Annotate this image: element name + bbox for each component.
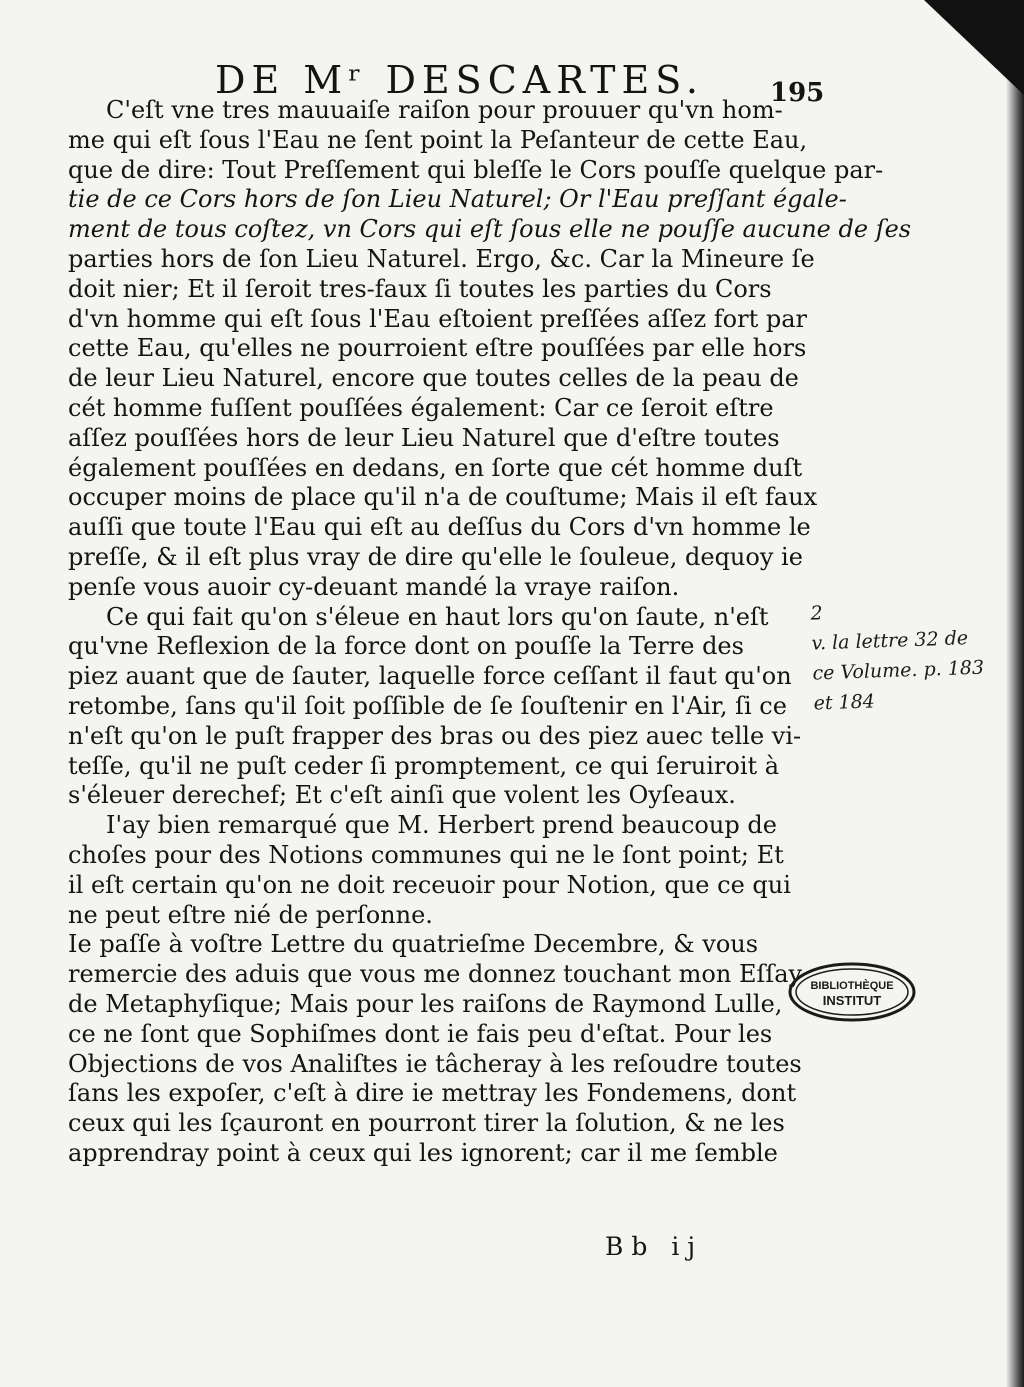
margin-note-line: v. la lettre 32 de: [811, 627, 969, 655]
text-line: également pouſſées en dedans, en ſorte que cét homme duſt: [68, 453, 803, 482]
text-line: il eſt certain qu'on ne doit receuoir pour Notion, que ce qui: [68, 870, 791, 899]
running-title: DE Mʳ DESCARTES.: [215, 58, 705, 102]
margin-note-line: 2: [810, 602, 823, 625]
text-line: Objections de vos Analiſtes ie tâcheray à les reſoudre toutes: [68, 1049, 802, 1078]
text-line: Ie paſſe à voſtre Lettre du quatrieſme Decembre, & vous: [68, 930, 759, 959]
library-stamp: [786, 958, 918, 1026]
text-line: doit nier; Et il ſeroit tres-faux ſi toutes les parties du Cors: [68, 274, 772, 303]
text-line: C'eſt vne tres mauuaiſe raiſon pour prouuer qu'vn hom-: [106, 96, 783, 124]
stamp-line-1: BIBLIOTHÈQUE: [810, 980, 894, 992]
text-line: ce ne ſont que Sophiſmes dont ie fais peu d'eſtat. Pour les: [68, 1019, 773, 1048]
text-line: ne peut eſtre nié de perſonne.: [68, 900, 433, 929]
text-line: tie de ce Cors hors de ſon Lieu Naturel; Or l'Eau preſſant égale-: [68, 185, 847, 214]
text-line: cette Eau, qu'elles ne pourroient eſtre pouſſées par elle hors: [68, 334, 807, 363]
text-line: ment de tous coſtez, vn Cors qui eſt ſous elle ne pouſſe aucune de ſes: [68, 215, 912, 244]
text-line: de leur Lieu Naturel, encore que toutes celles de la peau de: [68, 364, 799, 393]
text-line: s'éleuer derechef; Et c'eſt ainſi que volent les Oyſeaux.: [68, 781, 736, 810]
library-stamp-seal: [786, 958, 918, 1026]
text-line: ſans les expoſer, c'eſt à dire ie mettray les Fondemens, dont: [68, 1079, 797, 1108]
text-line: d'vn homme qui eſt ſous l'Eau eſtoient preſſées aſſez fort par: [68, 304, 807, 333]
text-line: cét homme fuſſent pouſſées également: Car ce ſeroit eſtre: [68, 393, 774, 422]
text-line: auſſi que toute l'Eau qui eſt au deſſus du Cors d'vn homme le: [68, 513, 811, 542]
text-line: ceux qui les ſçauront en pourront tirer la ſolution, & ne les: [68, 1109, 785, 1138]
text-line: n'eſt qu'on le puſt frapper des bras ou des piez auec telle vi-: [68, 721, 802, 750]
text-line: qu'vne Reflexion de la force dont on pouſſe la Terre des: [68, 632, 744, 661]
page-corner-shadow: [854, 0, 1024, 95]
text-line: de Metaphyſique; Mais pour les raiſons de Raymond Lulle,: [68, 989, 783, 1018]
text-line: choſes pour des Notions communes qui ne le ſont point; Et: [68, 840, 784, 869]
text-line: teſſe, qu'il ne puſt ceder ſi promptement, ce qui ſeruiroit à: [68, 751, 780, 780]
text-line: que de dire: Tout Preſſement qui bleſſe le Cors pouſſe quelque par-: [68, 155, 884, 184]
signature-mark: Bb ij: [605, 1232, 704, 1261]
text-line: me qui eſt ſous l'Eau ne ſent point la Peſanteur de cette Eau,: [68, 125, 808, 154]
text-line: remercie des aduis que vous me donnez touchant mon Eſſay: [68, 960, 803, 989]
text-line: penſe vous auoir cy-deuant mandé la vraye raiſon.: [68, 572, 680, 601]
margin-note-line: et 184: [813, 690, 876, 715]
text-line: aſſez pouſſées hors de leur Lieu Naturel que d'eſtre toutes: [68, 423, 780, 452]
text-line: preſſe, & il eſt plus vray de dire qu'elle le ſouleue, dequoy ie: [68, 542, 803, 571]
text-line: piez auant que de ſauter, laquelle force ceſſant il faut qu'on: [68, 662, 792, 691]
stamp-line-2: INSTITUT: [822, 993, 882, 1008]
page-number: 195: [770, 78, 825, 108]
text-line: parties hors de ſon Lieu Naturel. Ergo, &c. Car la Mineure ſe: [68, 244, 815, 273]
text-line: apprendray point à ceux qui les ignorent; car il me ſemble: [68, 1138, 778, 1167]
text-line: retombe, ſans qu'il ſoit poſſible de ſe ſouſtenir en l'Air, ſi ce: [68, 691, 787, 720]
handwritten-margin-note: [810, 591, 1019, 718]
margin-note-line: ce Volume. p. 183: [812, 656, 985, 685]
text-line: Ce qui fait qu'on s'éleue en haut lors qu'on ſaute, n'eſt: [106, 602, 769, 631]
text-line: I'ay bien remarqué que M. Herbert prend beaucoup de: [106, 811, 777, 840]
text-line: occuper moins de place qu'il n'a de couſtume; Mais il eſt faux: [68, 483, 818, 512]
